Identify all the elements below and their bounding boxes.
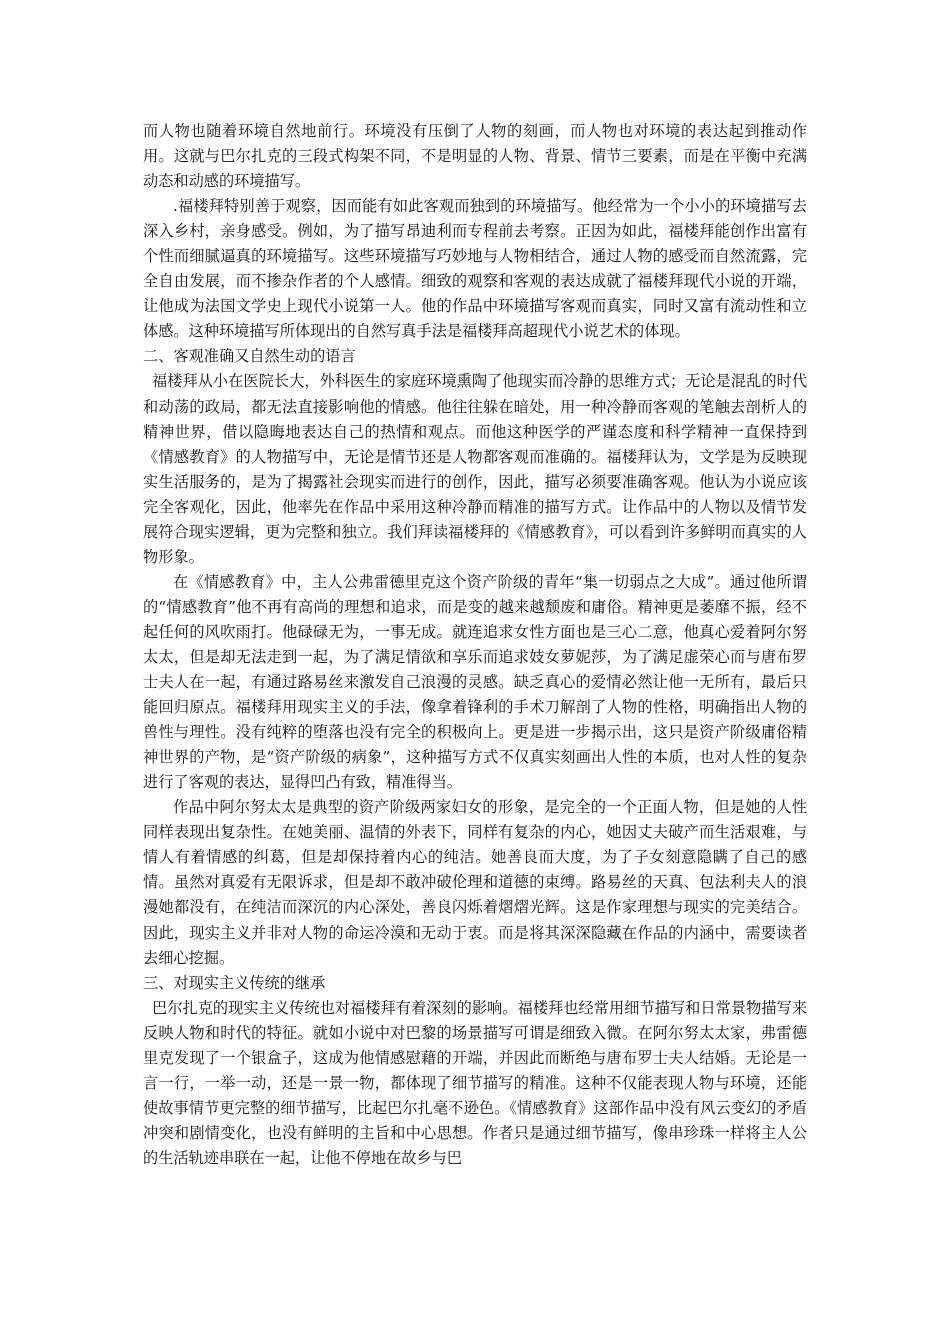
section-heading-realism: 三、对现实主义传统的继承 xyxy=(143,973,326,992)
paragraph-environment-continuation: 而人物也随着环境自然地前行。环境没有压倒了人物的刻画，而人物也对环境的表达起到推动作用。这就与巴尔扎克的三段式构架不同，不是明显的人物、背景、情节三要素，而是在平衡中充满动态和动感的环境描写。 xyxy=(143,122,807,191)
paragraph-observation: .福楼拜特别善于观察，因而能有如此客观而独到的环境描写。他经常为一个小小的环境描写去深入乡村，亲身感受。例如，为了描写昂迪利而专程前去考察。正因为如此，福楼拜能创作出富有个性而细腻逼真的环境描写。这些环境描写巧妙地与人物相结合，通过人物的感受而自然流露，完全自由发展，而不掺杂作者的个人感情。细致的观察和客观的表达成就了福楼拜现代小说的开端，让他成为法国文学史上现代小说第一人。他的作品中环境描写客观而真实，同时又富有流动性和立体感。这种环境描写所体现出的自然写真手法是福楼拜高超现代小说艺术的体现。 xyxy=(143,197,807,341)
paragraph-objective-language: 福楼拜从小在医院长大，外科医生的家庭环境熏陶了他现实而冷静的思维方式；无论是混乱的时代和动荡的政局，都无法直接影响他的情感。他往往躲在暗处，用一种冷静而客观的笔触去剖析人的精神世界，借以隐晦地表达自己的热情和观点。而他这种医学的严谨态度和科学精神一直保持到《情感教育》的人物描写中，无论是情节还是人物都客观而准确的。福楼拜认为，文学是为反映现实生活服务的，是为了揭露社会现实而进行的创作，因此，描写必须要准确客观。他认为小说应该完全客观化，因此，他率先在作品中采用这种冷静而精准的描写方式。让作品中的人物以及情节发展符合现实逻辑，更为完整和独立。我们拜读福楼拜的《情感教育》，可以看到许多鲜明而真实的人物形象。 xyxy=(143,372,807,566)
paragraph-frederic: 在《情感教育》中，主人公弗雷德里克这个资产阶级的青年“集一切弱点之大成”。通过他所谓的“情感教育”他不再有高尚的理想和追求，而是变的越来越颓废和庸俗。精神更是萎靡不振，经不起任何的风吹雨打。他碌碌无为，一事无成。就连追求女性方面也是三心二意，他真心爱着阿尔努太太，但是却无法走到一起，为了满足情欲和享乐而追求妓女萝妮莎，为了满足虚荣心而与唐布罗士夫人在一起，有通过路易丝来激发自己浪漫的灵感。缺乏真心的爱情必然让他一无所有，最后只能回归原点。福楼拜用现实主义的手法，像拿着锋利的手术刀解剖了人物的性格，明确指出人物的兽性与理性。没有纯粹的堕落也没有完全的积极向上。更是进一步揭示出，这只是资产阶级庸俗精神世界的产物，是“资产阶级的病象”，这种描写方式不仅真实刻画出人性的本质，也对人性的复杂进行了客观的表达，显得凹凸有致，精准得当。 xyxy=(143,572,807,792)
paragraph-madame-arnoux: 作品中阿尔努太太是典型的资产阶级两家妇女的形象，是完全的一个正面人物，但是她的人性同样表现出复杂性。在她美丽、温情的外表下，同样有复杂的内心，她因丈夫破产而生活艰难，与情人有着情感的纠葛，但是却保持着内心的纯洁。她善良而大度，为了子女刻意隐瞒了自己的感情。虽然对真爱有无限诉求，但是却不敢冲破伦理和道德的束缚。路易丝的天真、包法利夫人的浪漫她都没有，在纯洁而深沉的内心深处，善良闪烁着熠熠光辉。这是作家理想与现实的完美结合。因此，现实主义并非对人物的命运冷漠和无动于衷。而是将其深深隐藏在作品的内涵中，需要读者去细心挖掘。 xyxy=(143,798,807,967)
document-page xyxy=(143,119,807,1171)
paragraph-balzac-tradition: 巴尔扎克的现实主义传统也对福楼拜有着深刻的影响。福楼拜也经常用细节描写和日常景物描写来反映人物和时代的特征。就如小说中对巴黎的场景描写可谓是细致入微。在阿尔努太太家，弗雷德里克发现了一个银盒子，这成为他情感慰藉的开端，并因此而断绝与唐布罗士夫人结婚。无论是一言一行，一举一动，还是一景一物，都体现了细节描写的精准。这种不仅能表现人物与环境，还能使故事情节更完整的细节描写，比起巴尔扎毫不逊色。《情感教育》这部作品中没有风云变幻的矛盾冲突和剧情变化，也没有鲜明的主旨和中心思想。作者只是通过细节描写，像串珍珠一样将主人公的生活轨迹串联在一起，让他不停地在故乡与巴 xyxy=(143,998,807,1167)
section-heading-language: 二、客观准确又自然生动的语言 xyxy=(143,347,356,366)
